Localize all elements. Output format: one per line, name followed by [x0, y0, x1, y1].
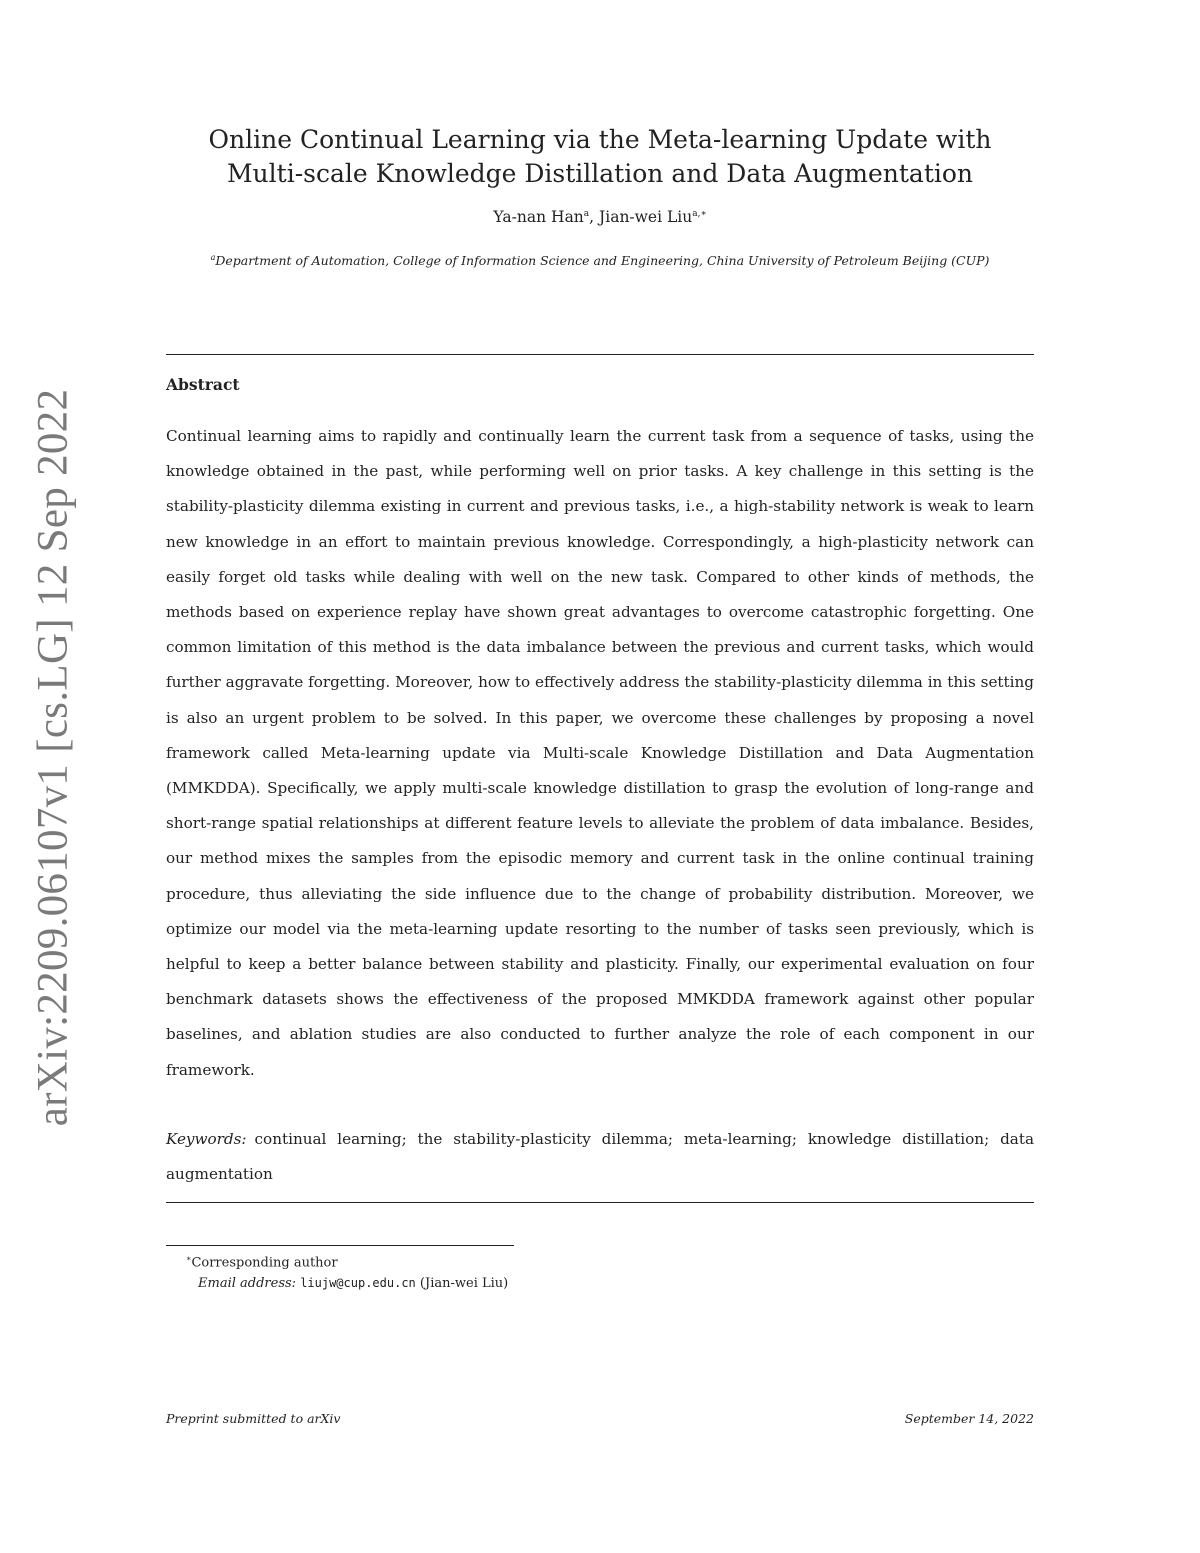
- email-label: Email address:: [198, 1276, 297, 1292]
- affiliation: [166, 248, 1034, 270]
- arxiv-identifier-stamp: [28, 388, 78, 1127]
- affiliation-text: Department of Automation, College of Information Science and Engineering, China University of Petroleum Beijing (CUP): [215, 253, 990, 269]
- author-name: Jian-wei Liu: [599, 208, 693, 226]
- keywords-text: continual learning; the stability-plasticity dilemma; meta-learning; knowledge distillation; data augmentation: [166, 1130, 1034, 1184]
- email-address-link[interactable]: liujw@cup.edu.cn: [300, 1276, 416, 1291]
- abstract-top-rule: [166, 354, 1034, 355]
- paper-title: [160, 123, 1040, 191]
- corresponding-author-note: [186, 1249, 508, 1273]
- keywords-label: Keywords:: [166, 1130, 247, 1148]
- keywords: [166, 1122, 1034, 1192]
- affiliation-mark: a: [210, 253, 216, 262]
- abstract-heading: Abstract: [166, 375, 240, 394]
- footnote: [186, 1249, 508, 1294]
- email-note: [186, 1273, 508, 1294]
- title-line-2: Multi-scale Knowledge Distillation and Data Augmentation: [226, 158, 974, 188]
- footer-preprint-note: Preprint submitted to arXiv: [166, 1411, 341, 1426]
- author-affiliation-mark: a,∗: [692, 208, 707, 219]
- abstract-text: Continual learning aims to rapidly and continually learn the current task from a sequence of tasks, using the knowledge obtained in the past, while performing well on prior tasks. A key challenge in this setting is the stability-plasticity dilemma existing in current and previous tasks, i.e., a high-stability network is weak to learn new knowledge in an effort to maintain previous knowledge. Correspondingly, a high-plasticity network can easily forget old tasks while dealing with well on the new task. Compared to other kinds of methods, the methods based on experience replay have shown great advantages to overcome catastrophic forgetting. One common limitation of this method is the data imbalance between the previous and current tasks, which would further aggravate forgetting. Moreover, how to effectively address the stability-plasticity dilemma in this setting is also an urgent problem to be solved. In this paper, we overcome these challenges by proposing a novel framework called Meta-learning update via Multi-scale Knowledge Distillation and Data Augmentation (MMKDDA). Specifically, we apply multi-scale knowledge distillation to grasp the evolution of long-range and short-range spatial relationships at different feature levels to alleviate the problem of data imbalance. Besides, our method mixes the samples from the episodic memory and current task in the online continual training procedure, thus alleviating the side influence due to the change of probability distribution. Moreover, we optimize our model via the meta-learning update resorting to the number of tasks seen previously, which is helpful to keep a better balance between stability and plasticity. Finally, our experimental evaluation on four benchmark datasets shows the effectiveness of the proposed MMKDDA framework against other popular baselines, and ablation studies are also conducted to further analyze the role of each component in our framework.: [166, 427, 1034, 1079]
- corresponding-author-text: Corresponding author: [191, 1255, 338, 1271]
- footnote-mark: ∗: [186, 1254, 192, 1263]
- title-line-1: Online Continual Learning via the Meta-learning Update with: [208, 124, 992, 154]
- footnote-rule: [166, 1245, 514, 1246]
- author-affiliation-mark: a: [583, 208, 590, 219]
- arxiv-identifier-text: arXiv:2209.06107v1 [cs.LG] 12 Sep 2022: [29, 388, 77, 1127]
- author-name: Ya-nan Han: [493, 208, 584, 226]
- abstract-bottom-rule: [166, 1202, 1034, 1203]
- email-owner: (Jian-wei Liu): [419, 1276, 509, 1292]
- footer-date: September 14, 2022: [904, 1411, 1034, 1426]
- author-list: Ya-nan Han$^a$, Jian-wei Liu$^{a,∗}$: [493, 208, 707, 226]
